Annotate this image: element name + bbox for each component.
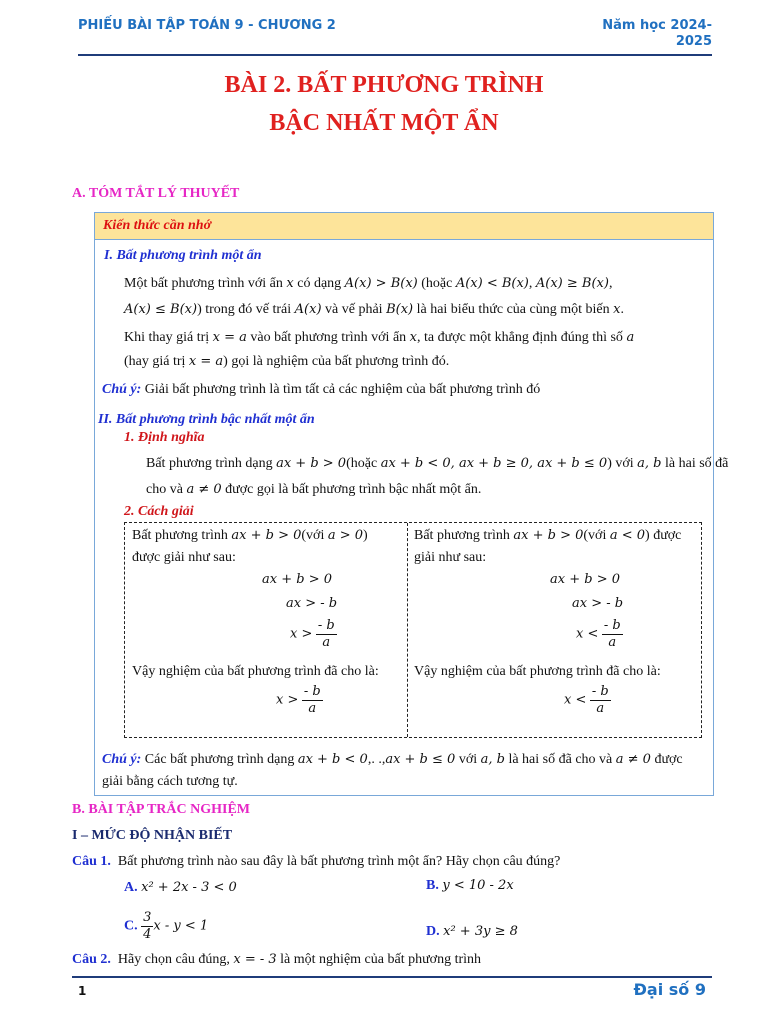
part1-line4: (hay giá trị x = a) gọi là nghiệm của bất phương trình đó. xyxy=(124,354,450,369)
theory-box-header: Kiến thức cần nhớ xyxy=(95,213,713,240)
level-heading: I – MỨC ĐỘ NHẬN BIẾT xyxy=(72,828,233,843)
part1-title: I. Bất phương trình một ẩn xyxy=(104,248,262,263)
q1-option-c[interactable]: C. $\frac{3}{4}$ x - y < 1 xyxy=(124,910,209,942)
q1-option-a[interactable]: A. x² + 2x - 3 < 0 xyxy=(124,880,237,895)
note-1: Chú ý: Giải bất phương trình là tìm tất cả các nghiệm của bất phương trình đó xyxy=(102,382,541,397)
header-title: PHIẾU BÀI TẬP TOÁN 9 - CHƯƠNG 2 xyxy=(78,18,336,33)
case-a-negative-answer: x < $\frac{- b}{a}$ xyxy=(564,684,609,716)
school-year: Năm học 2024-2025 xyxy=(602,18,712,49)
part1-line1: Một bất phương trình với ẩn x có dạng A(x) > B(x) (hoặc A(x) < B(x), A(x) ≥ B(x), xyxy=(124,276,613,291)
solving-title: 2. Cách giải xyxy=(124,504,194,519)
case-a-positive-step3: x > $\frac{- b}{a}$ xyxy=(290,618,335,650)
fraction-minus-b-over-a: $\frac{- b}{a}$ xyxy=(303,684,321,716)
fraction-minus-b-over-a: $\frac{- b}{a}$ xyxy=(591,684,609,716)
page-footer xyxy=(72,976,712,999)
solution-table-divider xyxy=(407,523,408,737)
page-header xyxy=(78,14,712,56)
case-a-negative-step1: ax + b > 0 xyxy=(550,572,620,587)
lesson-title-line2: BẬC NHẤT MỘT ẨN xyxy=(269,110,499,136)
part1-line2: A(x) ≤ B(x)) trong đó vế trái A(x) và vế phải B(x) là hai biểu thức của cùng một biến x. xyxy=(124,302,624,317)
book-name: Đại số 9 xyxy=(633,980,706,999)
case-a-positive-heading: Bất phương trình ax + b > 0(với a > 0) xyxy=(132,528,368,543)
case-a-positive-answer: x > $\frac{- b}{a}$ xyxy=(276,684,321,716)
section-a-heading: A. TÓM TẮT LÝ THUYẾT xyxy=(72,186,240,201)
case-a-negative-heading: Bất phương trình ax + b > 0(với a < 0) được xyxy=(414,528,682,543)
part2-title: II. Bất phương trình bậc nhất một ẩn xyxy=(98,412,315,427)
case-a-negative-step2: ax > - b xyxy=(572,596,624,611)
note-2-line1: Chú ý: Các bất phương trình dạng ax + b < 0,. .,ax + b ≤ 0 với a, b là hai số đã cho và a ≠ 0 được xyxy=(102,752,683,767)
q1-option-b[interactable]: B. y < 10 - 2x xyxy=(426,878,514,893)
note-2-line2: giải bằng cách tương tự. xyxy=(102,774,238,789)
case-a-negative-step3: x < $\frac{- b}{a}$ xyxy=(576,618,621,650)
fraction-minus-b-over-a: $\frac{- b}{a}$ xyxy=(603,618,621,650)
case-a-positive-step1: ax + b > 0 xyxy=(262,572,332,587)
definition-line1: Bất phương trình dạng ax + b > 0(hoặc ax + b < 0, ax + b ≥ 0, ax + b ≤ 0) với a, b là hai số đã xyxy=(146,456,729,471)
fraction-minus-b-over-a: $\frac{- b}{a}$ xyxy=(317,618,335,650)
case-a-positive-intro: được giải như sau: xyxy=(132,550,236,565)
definition-line2: cho và a ≠ 0 được gọi là bất phương trình bậc nhất một ẩn. xyxy=(146,482,482,497)
q1-option-d[interactable]: D. x² + 3y ≥ 8 xyxy=(426,924,518,939)
section-b-heading: B. BÀI TẬP TRẮC NGHIỆM xyxy=(72,802,251,817)
part1-line3: Khi thay giá trị x = a vào bất phương trình với ẩn x, ta được một khẳng định đúng thì số a xyxy=(124,330,635,345)
question-1: Câu 1. Bất phương trình nào sau đây là bất phương trình một ẩn? Hãy chọn câu đúng? xyxy=(72,854,561,869)
case-a-positive-step2: ax > - b xyxy=(286,596,338,611)
lesson-title-line1: BÀI 2. BẤT PHƯƠNG TRÌNH xyxy=(224,72,544,98)
case-a-negative-intro: giải như sau: xyxy=(414,550,487,565)
page-number: 1 xyxy=(78,984,87,998)
case-a-positive-conclusion: Vậy nghiệm của bất phương trình đã cho là: xyxy=(132,664,379,679)
definition-title: 1. Định nghĩa xyxy=(124,430,205,445)
fraction-three-quarters: $\frac{3}{4}$ xyxy=(143,910,152,942)
question-2: Câu 2. Hãy chọn câu đúng, x = - 3 là một nghiệm của bất phương trình xyxy=(72,952,482,967)
case-a-negative-conclusion: Vậy nghiệm của bất phương trình đã cho là: xyxy=(414,664,661,679)
